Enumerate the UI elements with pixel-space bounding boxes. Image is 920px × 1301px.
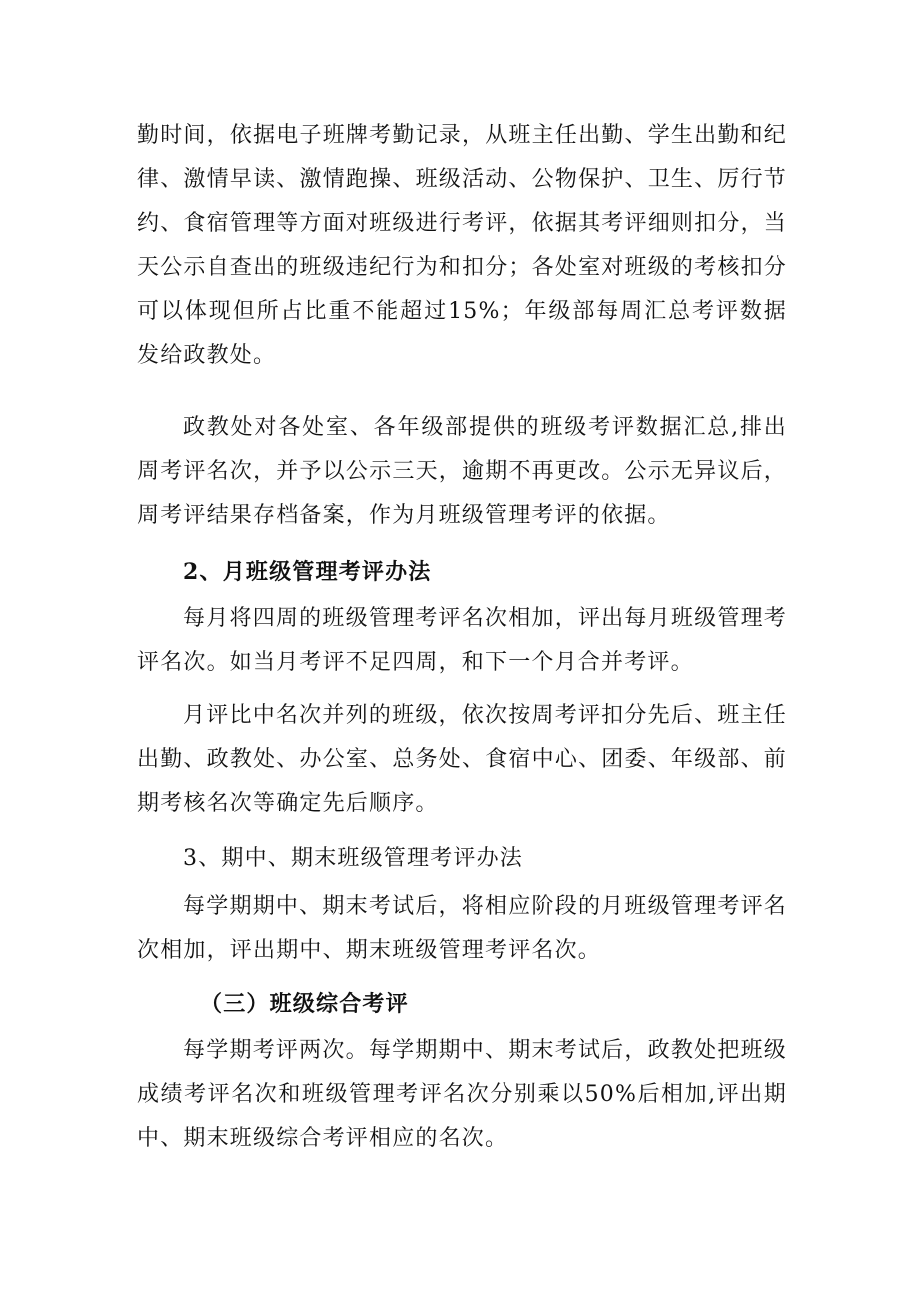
paragraph-comprehensive-ranking: 每学期考评两次。每学期期中、期末考试后，政教处把班级成绩考评名次和班级管理考评名次分别乘以50%后相加,评出期中、期末班级综合考评相应的名次。 [137, 1038, 787, 1151]
heading-midterm-final-evaluation: 3、期中、期末班级管理考评办法 [183, 846, 523, 871]
paragraph-midterm-final-ranking: 每学期期中、期末考试后，将相应阶段的月班级管理考评名次相加，评出期中、期末班级管理考评名次。 [137, 894, 787, 963]
paragraph-attendance-evaluation: 勤时间，依据电子班牌考勤记录，从班主任出勤、学生出勤和纪律、激情早读、激情跑操、班级活动、公物保护、卫生、厉行节约、食宿管理等方面对班级进行考评，依据其考评细则扣分，当天公示自查出的班级违纪行为和扣分；各处室对班级的考核扣分可以体现但所占比重不能超过15%；年级部每周汇总考评数据发给政教处。 [137, 123, 787, 368]
paragraph-weekly-ranking: 政教处对各处室、各年级部提供的班级考评数据汇总,排出周考评名次，并予以公示三天，逾期不再更改。公示无异议后，周考评结果存档备案，作为月班级管理考评的依据。 [137, 415, 787, 528]
heading-monthly-evaluation: 2、月班级管理考评办法 [183, 559, 432, 585]
paragraph-tie-break-order: 月评比中名次并列的班级，依次按周考评扣分先后、班主任出勤、政教处、办公室、总务处、食宿中心、团委、年级部、前期考核名次等确定先后顺序。 [137, 703, 787, 816]
paragraph-monthly-ranking: 每月将四周的班级管理考评名次相加，评出每月班级管理考评名次。如当月考评不足四周，和下一个月合并考评。 [137, 606, 787, 675]
heading-comprehensive-evaluation: （三）班级综合考评 [200, 991, 409, 1017]
